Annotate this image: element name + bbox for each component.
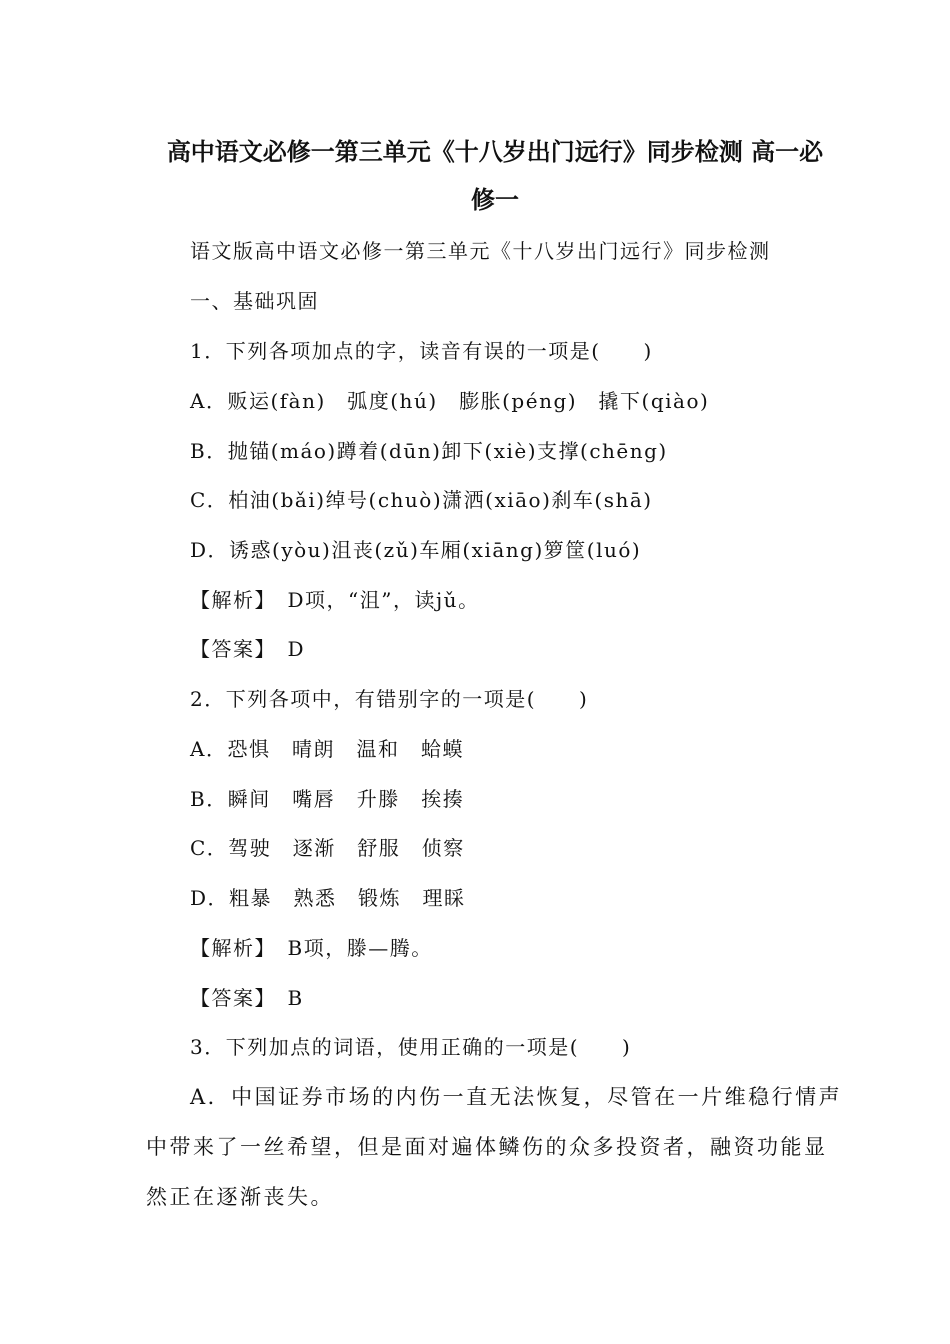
question-3-option-a-line-2: 中带来了一丝希望，但是面对遍体鳞伤的众多投资者，融资功能显 xyxy=(146,1135,828,1159)
question-1-answer: 【答案】 D xyxy=(190,637,306,661)
document-title-line-1: 高中语文必修一第三单元《十八岁出门远行》同步检测 高一必 xyxy=(166,138,824,166)
question-2-answer: 【答案】 B xyxy=(190,986,304,1010)
question-2-option-b: B．瞬间 嘴唇 升滕 挨揍 xyxy=(190,787,465,811)
question-3-option-a-line-3: 然正在逐渐丧失。 xyxy=(146,1185,334,1209)
question-2-analysis: 【解析】 B项，滕—腾。 xyxy=(190,936,433,960)
question-1-option-c: C．柏油(bǎi)绰号(chuò)潇洒(xiāo)刹车(shā) xyxy=(190,488,653,512)
question-3-stem: 3．下列加点的词语，使用正确的一项是( ) xyxy=(190,1035,632,1059)
question-1-analysis: 【解析】 D项，“沮”，读jǔ。 xyxy=(190,588,480,612)
question-2-option-d: D．粗暴 熟悉 锻炼 理睬 xyxy=(190,886,466,910)
document-subtitle: 语文版高中语文必修一第三单元《十八岁出门远行》同步检测 xyxy=(190,239,771,263)
document-title-line-2: 修一 xyxy=(471,186,519,214)
section-heading: 一、基础巩固 xyxy=(190,289,319,313)
question-1-option-d: D．诱惑(yòu)沮丧(zǔ)车厢(xiāng)箩筐(luó) xyxy=(190,538,642,562)
question-1-option-a: A．贩运(fàn) 弧度(hú) 膨胀(péng) 撬下(qiào) xyxy=(190,389,710,413)
question-2-stem: 2．下列各项中，有错别字的一项是( ) xyxy=(190,687,589,711)
question-2-option-c: C．驾驶 逐渐 舒服 侦察 xyxy=(190,836,465,860)
question-2-option-a: A．恐惧 晴朗 温和 蛤蟆 xyxy=(190,737,464,761)
question-3-option-a-line-1: A．中国证券市场的内伤一直无法恢复，尽管在一片维稳行情声 xyxy=(190,1085,843,1109)
question-1-option-b: B．抛锚(máo)蹲着(dūn)卸下(xiè)支撑(chēng) xyxy=(190,439,668,463)
question-1-stem: 1．下列各项加点的字，读音有误的一项是( ) xyxy=(190,339,653,363)
